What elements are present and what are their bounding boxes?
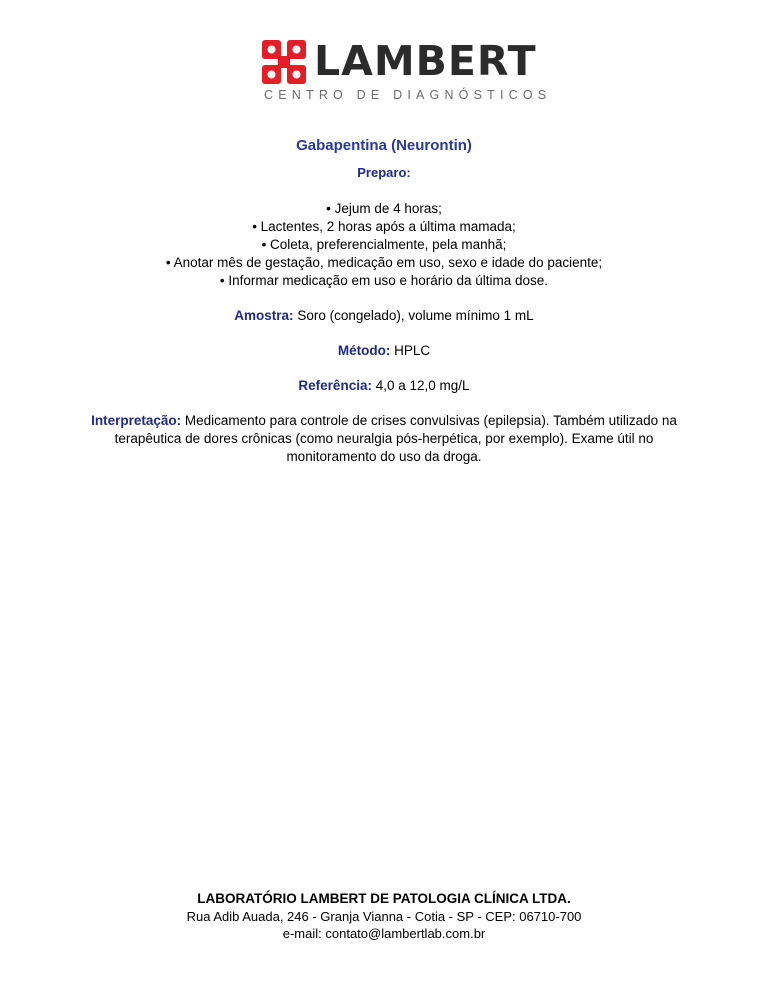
footer-address: Rua Adib Auada, 246 - Granja Vianna - Cotia - SP - CEP: 06710-700: [186, 909, 582, 924]
list-item: • Anotar mês de gestação, medicação em uso, sexo e idade do paciente;: [165, 255, 603, 270]
exam-content: [80, 136, 688, 466]
brand-name: LAMBERT: [314, 37, 537, 85]
metodo-value: HPLC: [394, 343, 431, 358]
brand-logo: [262, 37, 552, 104]
referencia-value: 4,0 a 12,0 mg/L: [375, 378, 470, 393]
interpretacao-row: [80, 412, 688, 466]
metodo-label: Método:: [337, 343, 391, 358]
exam-title: Gabapentina (Neurontin): [296, 137, 472, 154]
amostra-row: [80, 307, 688, 325]
brand-tagline: CENTRO DE DIAGNÓSTICOS: [264, 88, 552, 102]
referencia-label: Referência:: [298, 378, 372, 393]
footer-email: e-mail: contato@lambertlab.com.br: [282, 926, 486, 941]
lambert-logo-icon: [262, 40, 306, 84]
preparo-list: [80, 200, 688, 290]
footer-company: LABORATÓRIO LAMBERT DE PATOLOGIA CLÍNICA LTDA.: [197, 891, 571, 906]
list-item: • Informar medicação em uso e horário da última dose.: [219, 273, 549, 288]
list-item: • Lactentes, 2 horas após a última mamada;: [252, 219, 516, 234]
metodo-row: [80, 342, 688, 360]
preparo-label: Preparo:: [357, 165, 411, 180]
referencia-row: [80, 377, 688, 395]
preparo-heading: [80, 164, 688, 182]
interpretacao-label: Interpretação:: [91, 413, 182, 428]
page-footer: [0, 890, 768, 942]
amostra-value: Soro (congelado), volume mínimo 1 mL: [297, 308, 534, 323]
amostra-label: Amostra:: [234, 308, 294, 323]
list-item: • Coleta, preferencialmente, pela manhã;: [261, 237, 507, 252]
list-item: • Jejum de 4 horas;: [326, 201, 442, 216]
interpretacao-value: Medicamento para controle de crises convulsivas (epilepsia). Também utilizado na terapêutica de dores crônicas (como neuralgia pós-herpética, por exemplo). Exame útil no monitoramento do uso da droga.: [114, 413, 677, 464]
